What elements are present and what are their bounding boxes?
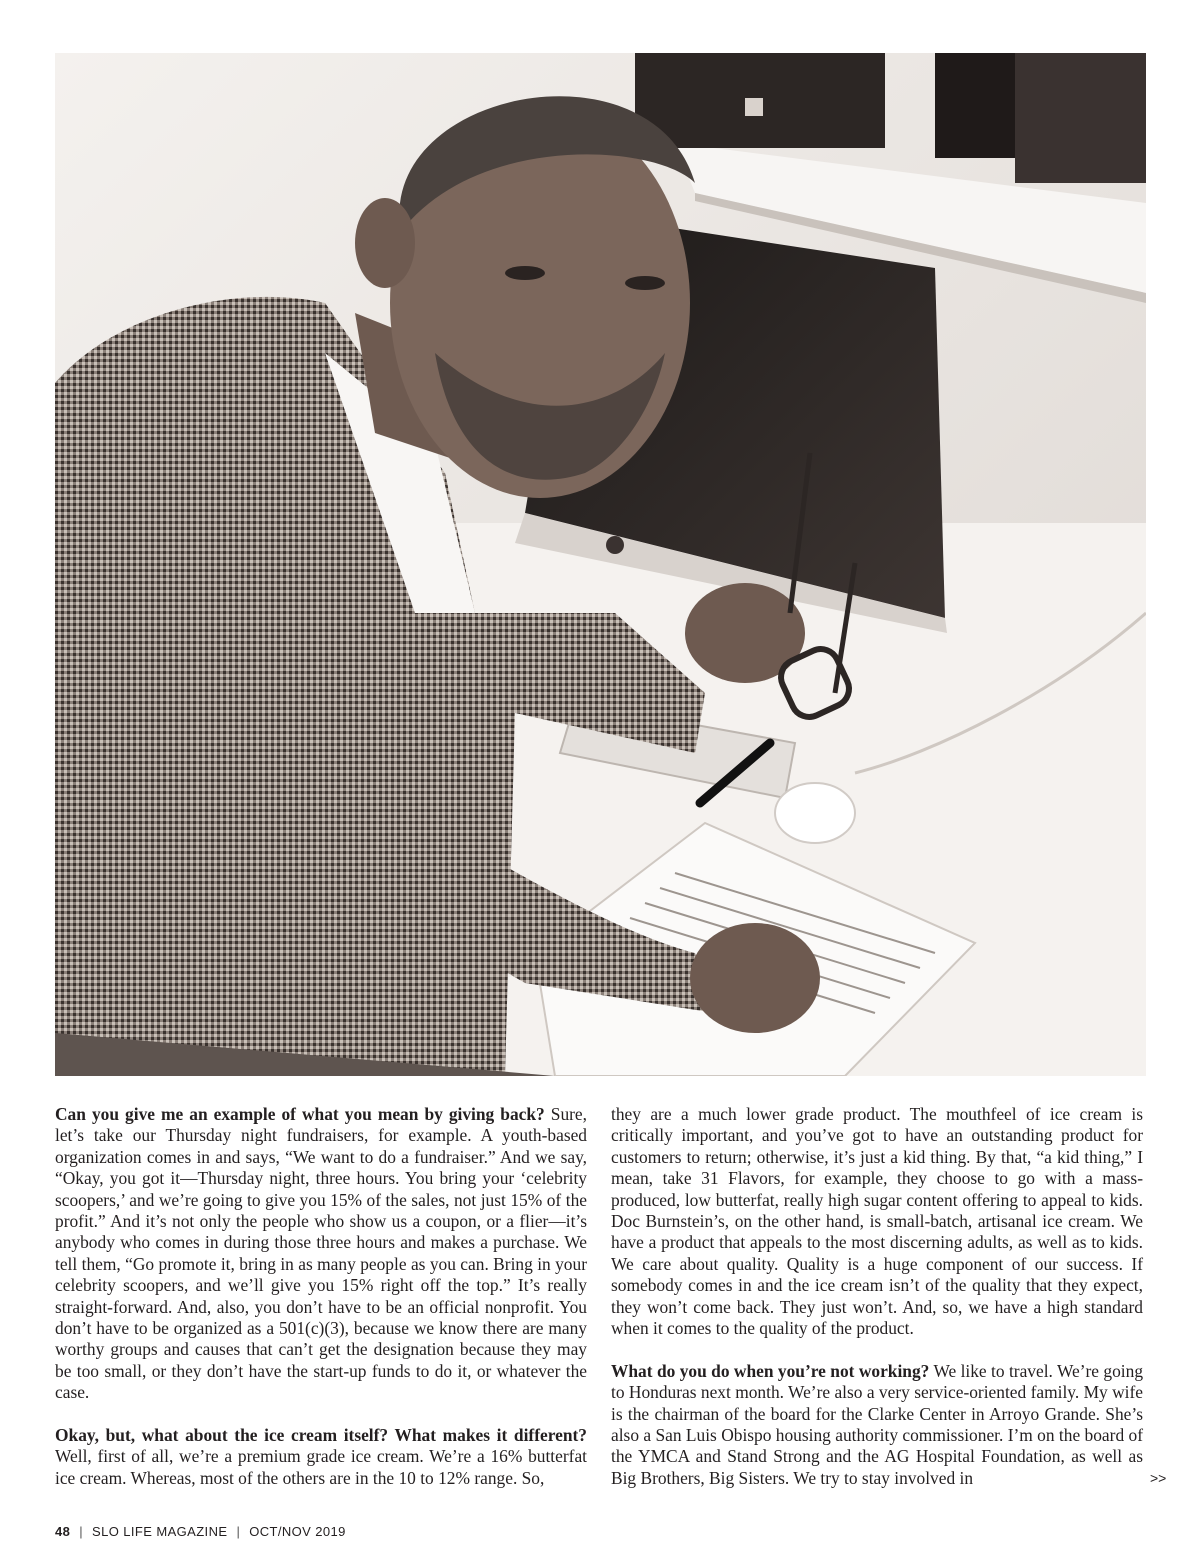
answer: Sure, let’s take our Thursday night fundraisers, for example. A youth-based organization comes in and says, “We want to do a fundraiser.” And we say, “Okay, you got it—Thursday night, three hours. You bring your ‘celebrity scoopers,’ and we’re going to give you 15% of the sales, not just 15% of the profit.” And it’s not only the people who show us a coupon, or a flier—it’s anybody who comes in during those three hours and makes a purchase. We tell them, “Go promote it, bring in as many people as you can. Bring in your celebrity scoopers, and we’ll give you 15% right off the top.” It’s really straight-forward. And, also, you don’t have to be an official nonprofit. You don’t have to be organized as a 501(c)(3), because we know there are many worthy groups and causes that can’t get the designation because they may be too small, or they don’t have the start-up funds to do it, or whatever the case. — [55, 1104, 588, 1403]
interview-column-left — [55, 1104, 587, 1489]
qa-paragraph — [55, 1104, 587, 1404]
answer: they are a much lower grade product. The mouthfeel of ice cream is critically important, and you’ve got to have an outstanding product for customers to return; otherwise, it’s just a kid thing. By that, “a kid thing,” I mean, take 31 Flavors, for example, they choose to go with a mass-produced, low butterfat, really high sugar content offering to appeal to kids. Doc Burnstein’s, on the other hand, is small-batch, artisanal ice cream. We have a product that appeals to the most discerning adults, as well as to kids. We care about quality. Quality is a huge component of our success. If somebody comes in and the ice cream isn’t of the quality that they expect, they won’t come back. They just won’t. And, so, we have a high standard when it comes to the quality of the product. — [611, 1104, 1143, 1339]
continued-marker: >> — [1150, 1470, 1167, 1486]
qa-paragraph — [611, 1104, 1143, 1339]
publication-name: SLO LIFE MAGAZINE — [92, 1524, 228, 1539]
answer: Well, first of all, we’re a premium grade ice cream. We’re a 16% butterfat ice cream. Whereas, most of the others are in the 10 to 12% range. So, — [55, 1446, 587, 1488]
qa-paragraph — [55, 1425, 587, 1489]
interview-column-right — [611, 1104, 1143, 1489]
issue-date: OCT/NOV 2019 — [249, 1524, 346, 1539]
portrait-photo — [55, 53, 1146, 1076]
footer-separator: | — [236, 1524, 241, 1539]
page-number: 48 — [55, 1524, 71, 1539]
page-footer — [55, 1524, 346, 1539]
answer: We like to travel. We’re going to Honduras next month. We’re also a very service-oriented family. My wife is the chairman of the board for the Clarke Center in Arroyo Grande. She’s also a San Luis Obispo housing authority commissioner. I’m on the board of the YMCA and Stand Strong and the AG Hospital Foundation, as well as Big Brothers, Big Sisters. We try to stay involved in — [611, 1360, 1144, 1488]
question: What do you do when you’re not working? — [611, 1360, 930, 1381]
question: Can you give me an example of what you mean by giving back? — [55, 1104, 545, 1124]
footer-separator: | — [79, 1524, 84, 1539]
qa-paragraph — [611, 1361, 1143, 1489]
question: Okay, but, what about the ice cream itself? What makes it different? — [55, 1425, 587, 1446]
photo-illustration — [55, 53, 1146, 1076]
